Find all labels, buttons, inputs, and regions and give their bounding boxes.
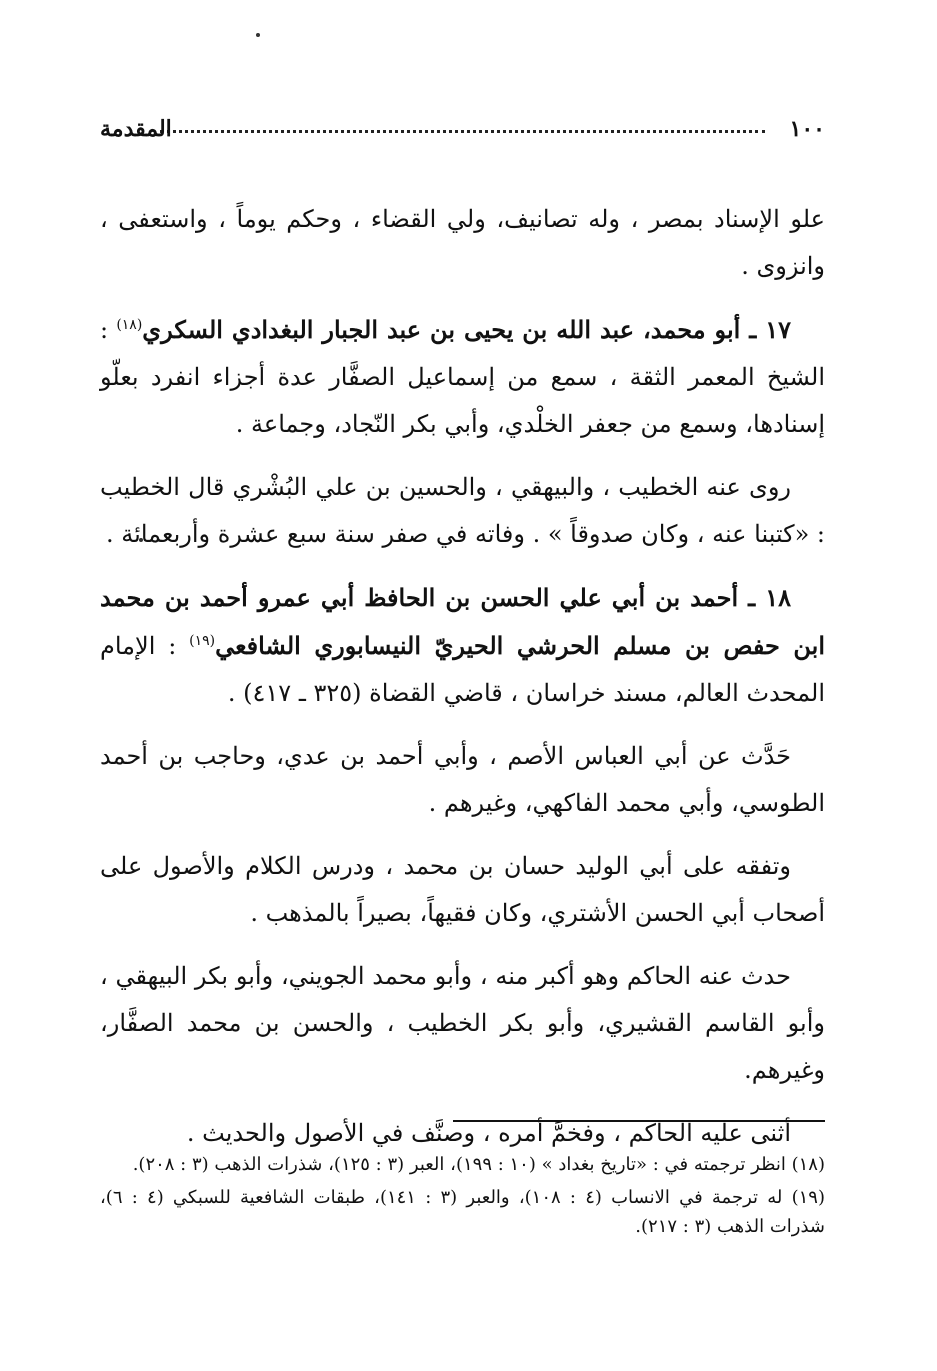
page-header xyxy=(100,110,825,150)
paragraph-continuation: علو الإسناد بمصر ، وله تصانيف، ولي القضاء ، وحكم يوماً ، واستعفى ، وانزوى . xyxy=(100,205,825,280)
entry-18-heading: ١٨ ـ أحمد بن أبي علي الحسن بن الحافظ أبي عمرو أحمد بن محمد ابن حفص بن مسلم الحرشي الحيريّ النيسابوري الشافعي xyxy=(100,583,825,660)
footnote-separator xyxy=(453,1120,825,1122)
entry-18-text: : الإمام المحدث العالم، مسند خراسان ، قاضي القضاة (٣٢٥ ـ ٤١٧) . xyxy=(100,632,825,707)
footnote-ref-19: (١٩) xyxy=(189,633,216,649)
entry-17 xyxy=(100,306,825,448)
page-number: ١٠٠ xyxy=(789,116,825,142)
paragraph-study: وتفقه على أبي الوليد حسان بن محمد ، ودرس الكلام والأصول على أصحاب أبي الحسن الأشتري، وكان فقيهاً، بصيراً بالمذهب . xyxy=(100,852,825,927)
running-title: المقدمة xyxy=(100,116,172,142)
paragraph-praise: أثنى عليه الحاكم ، وفخمَّ أمره ، وصنَّف في الأصول والحديث . xyxy=(186,1119,791,1147)
entry-17-text: : الشيخ المعمر الثقة ، سمع من إسماعيل الصفَّار عدة أجزاء انفرد بعلّو إسنادها، وسمع من جعفر الخلْدي، وأبي بكر النّجاد، وجماعة . xyxy=(100,316,826,438)
footnote-18: (١٨) انظر ترجمته في : «تاريخ بغداد » (١٠ : ١٩٩)، العبر (٣ : ١٢٥)، شذرات الذهب (٣ : ٢٠٨). xyxy=(132,1154,825,1175)
body-text xyxy=(100,196,825,1173)
paragraph-teachers: حَدَّث عن أبي العباس الأصم ، وأبي أحمد بن عدي، وحاجب بن أحمد الطوسي، وأبي محمد الفاكهي، وغيرهم . xyxy=(100,742,825,817)
paragraph-narrators: روى عنه الخطيب ، والبيهقي ، والحسين بن علي البُشْري قال الخطيب : «كتبنا عنه ، وكان صدوقاً » . وفاته في صفر سنة سبع عشرة وأربعمائة . xyxy=(100,473,825,548)
entry-18 xyxy=(100,574,825,717)
header-dot-leader xyxy=(160,112,765,133)
document-page xyxy=(100,0,825,1371)
entry-17-heading: ١٧ ـ أبو محمد، عبد الله بن يحيى بن عبد الجبار البغدادي السكري xyxy=(142,315,791,344)
paragraph-students: حدث عنه الحاكم وهو أكبر منه ، وأبو محمد الجويني، وأبو بكر البيهقي ، وأبو القاسم القشيري، وأبو بكر الخطيب ، والحسن بن محمد الصفَّار، وغيرهم. xyxy=(100,962,825,1084)
footnote-ref-18: (١٨) xyxy=(116,317,143,333)
footnotes xyxy=(100,1150,825,1245)
footnote-19: (١٩) له ترجمة في الانساب (٤ : ١٠٨)، والعبر (٣ : ١٤١)، طبقات الشافعية للسبكي (٤ : ٦)، شذرات الذهب (٣ : ٢١٧). xyxy=(100,1187,825,1237)
